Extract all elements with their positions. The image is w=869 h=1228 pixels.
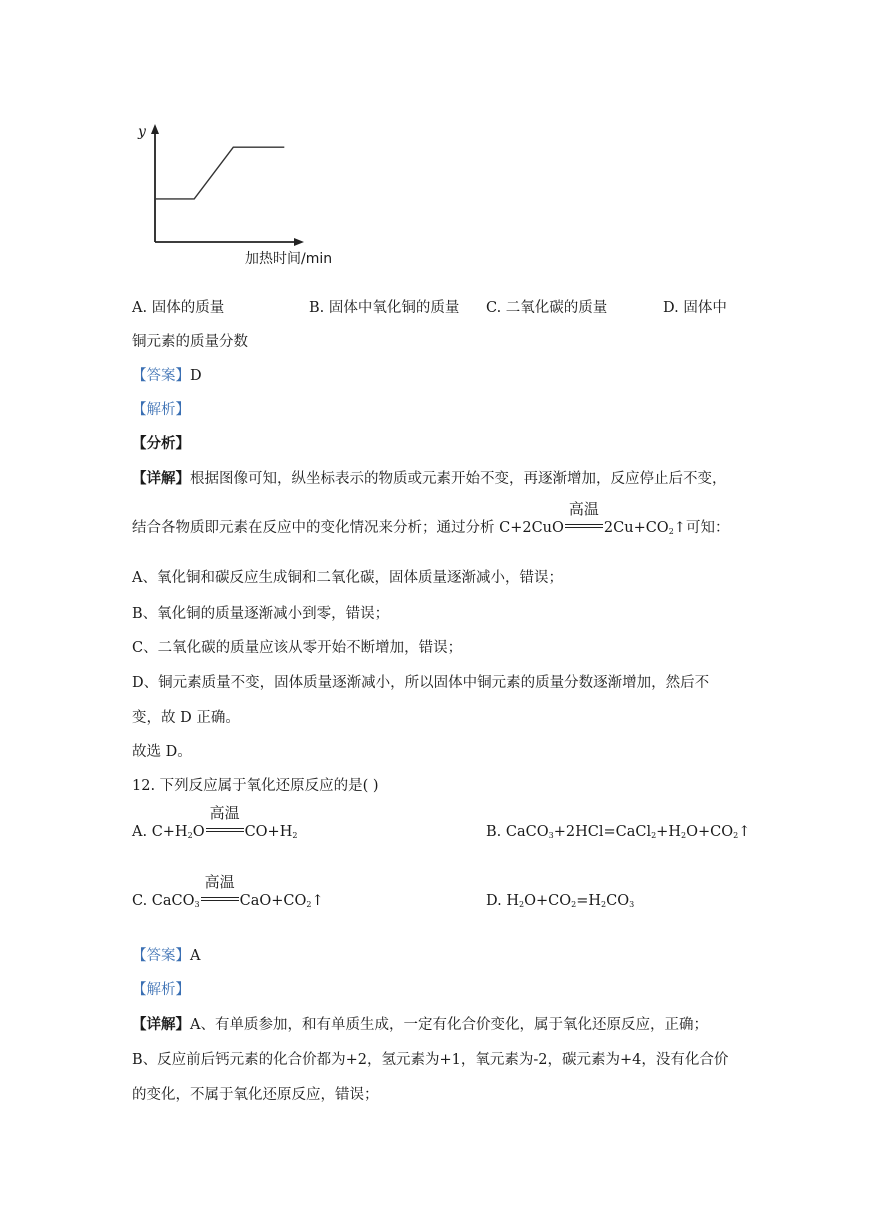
analysis-c: C、二氧化碳的质量应该从零开始不断增加，错误； — [132, 640, 463, 656]
q12-d-text: CO — [606, 893, 630, 909]
y-axis-label: y — [138, 124, 146, 140]
x-axis-arrow — [294, 238, 304, 246]
answer-line — [132, 364, 202, 385]
answer-tag: 【答案】 — [132, 368, 190, 384]
condition-text: 高温 — [568, 500, 599, 518]
detail-text-1: 根据图像可知，纵坐标表示的物质或元素开始不变，再逐渐增加，反应停止后不变， — [190, 471, 727, 487]
subscript: 2 — [306, 900, 312, 909]
subscript: 2 — [571, 900, 577, 909]
analysis-b: B、氧化铜的质量逐渐减小到零，错误； — [132, 606, 390, 622]
answer-value: D — [190, 368, 202, 384]
equals-sign — [565, 524, 603, 528]
q12-c-text: C. CaCO — [132, 893, 195, 909]
subscript: 2 — [601, 900, 607, 909]
detail-line-1 — [132, 467, 727, 488]
q12-answer-line — [132, 944, 200, 965]
answer-tag: 【答案】 — [132, 948, 190, 964]
q12-a-text: O — [192, 824, 205, 840]
analysis-a: A、氧化铜和碳反应生成铜和二氧化碳，固体质量逐渐减小，错误； — [132, 570, 563, 586]
subscript: 2 — [733, 831, 739, 840]
detail-tag: 【详解】 — [132, 470, 190, 487]
q12-option-a — [132, 804, 298, 840]
q12-a-text: A. C+H — [132, 824, 188, 840]
option-a: A. 固体的质量 — [132, 300, 225, 316]
option-d-cont: 铜元素的质量分数 — [132, 334, 248, 350]
subscript: 2 — [292, 831, 298, 840]
product-end: ↑可知： — [673, 520, 730, 536]
series-line — [155, 147, 284, 199]
q12-b-text: B. CaCO — [486, 824, 549, 840]
fenxi-tag: 【分析】 — [132, 435, 190, 452]
product-text: 2Cu+CO — [603, 520, 669, 536]
q12-c-text: ↑ — [311, 893, 324, 909]
detail-tag: 【详解】 — [132, 1016, 190, 1033]
reaction-condition — [201, 873, 239, 909]
condition-text: 高温 — [204, 873, 235, 891]
conclusion: 故选 D。 — [132, 744, 192, 760]
subscript: 2 — [668, 527, 674, 536]
condition-text: 高温 — [209, 804, 240, 822]
reaction-condition — [206, 804, 244, 840]
subscript: 3 — [194, 900, 200, 909]
q12-option-b — [486, 824, 750, 840]
q12-b-text: +H — [656, 824, 681, 840]
reaction-condition — [565, 500, 603, 536]
option-b: B. 固体中氧化铜的质量 — [309, 300, 460, 316]
subscript: 2 — [187, 831, 193, 840]
y-axis-arrow — [151, 124, 159, 134]
subscript: 3 — [629, 900, 635, 909]
q12-d-text: O+CO — [524, 893, 572, 909]
question-12-stem: 12. 下列反应属于氧化还原反应的是( ) — [132, 778, 379, 794]
answer-value: A — [190, 948, 201, 964]
q12-detail-b-1: B、反应前后钙元素的化合价都为+2，氢元素为+1，氧元素为-2，碳元素为+4，没有化合价 — [132, 1052, 729, 1068]
q12-option-d — [486, 893, 634, 909]
option-c: C. 二氧化碳的质量 — [486, 300, 608, 316]
q12-b-text: O+CO — [686, 824, 734, 840]
q12-b-text: +2HCl=CaCl — [553, 824, 652, 840]
equals-sign — [201, 897, 239, 901]
q12-detail-b-2: 的变化，不属于氧化还原反应，错误； — [132, 1087, 379, 1103]
analysis-d-2: 变，故 D 正确。 — [132, 710, 240, 726]
subscript: 2 — [651, 831, 657, 840]
detail-text: A、有单质参加，和有单质生成，一定有化合价变化，属于氧化还原反应，正确； — [190, 1017, 708, 1033]
subscript: 3 — [548, 831, 554, 840]
q12-d-text: D. H — [486, 893, 519, 909]
q12-b-text: ↑ — [738, 824, 751, 840]
detail-line-2 — [132, 500, 730, 537]
equals-sign — [206, 828, 244, 832]
x-axis-label: 加热时间/min — [245, 251, 333, 267]
option-d: D. 固体中 — [663, 300, 727, 316]
analysis-d-1: D、铜元素质量不变，固体质量逐渐减小，所以固体中铜元素的质量分数逐渐增加，然后不 — [132, 675, 710, 691]
q12-analysis-tag: 【解析】 — [132, 982, 190, 998]
q12-c-text: CaO+CO — [239, 893, 307, 909]
q12-option-c — [132, 873, 324, 909]
detail-text-2: 结合各物质即元素在反应中的变化情况来分析；通过分析 C+2CuO — [132, 520, 564, 536]
q12-detail-a — [132, 1013, 708, 1034]
analysis-tag: 【解析】 — [132, 402, 190, 418]
q12-a-text: CO+H — [244, 824, 293, 840]
q12-d-text: =H — [576, 893, 601, 909]
subscript: 2 — [518, 900, 525, 909]
subscript: 2 — [680, 831, 687, 840]
